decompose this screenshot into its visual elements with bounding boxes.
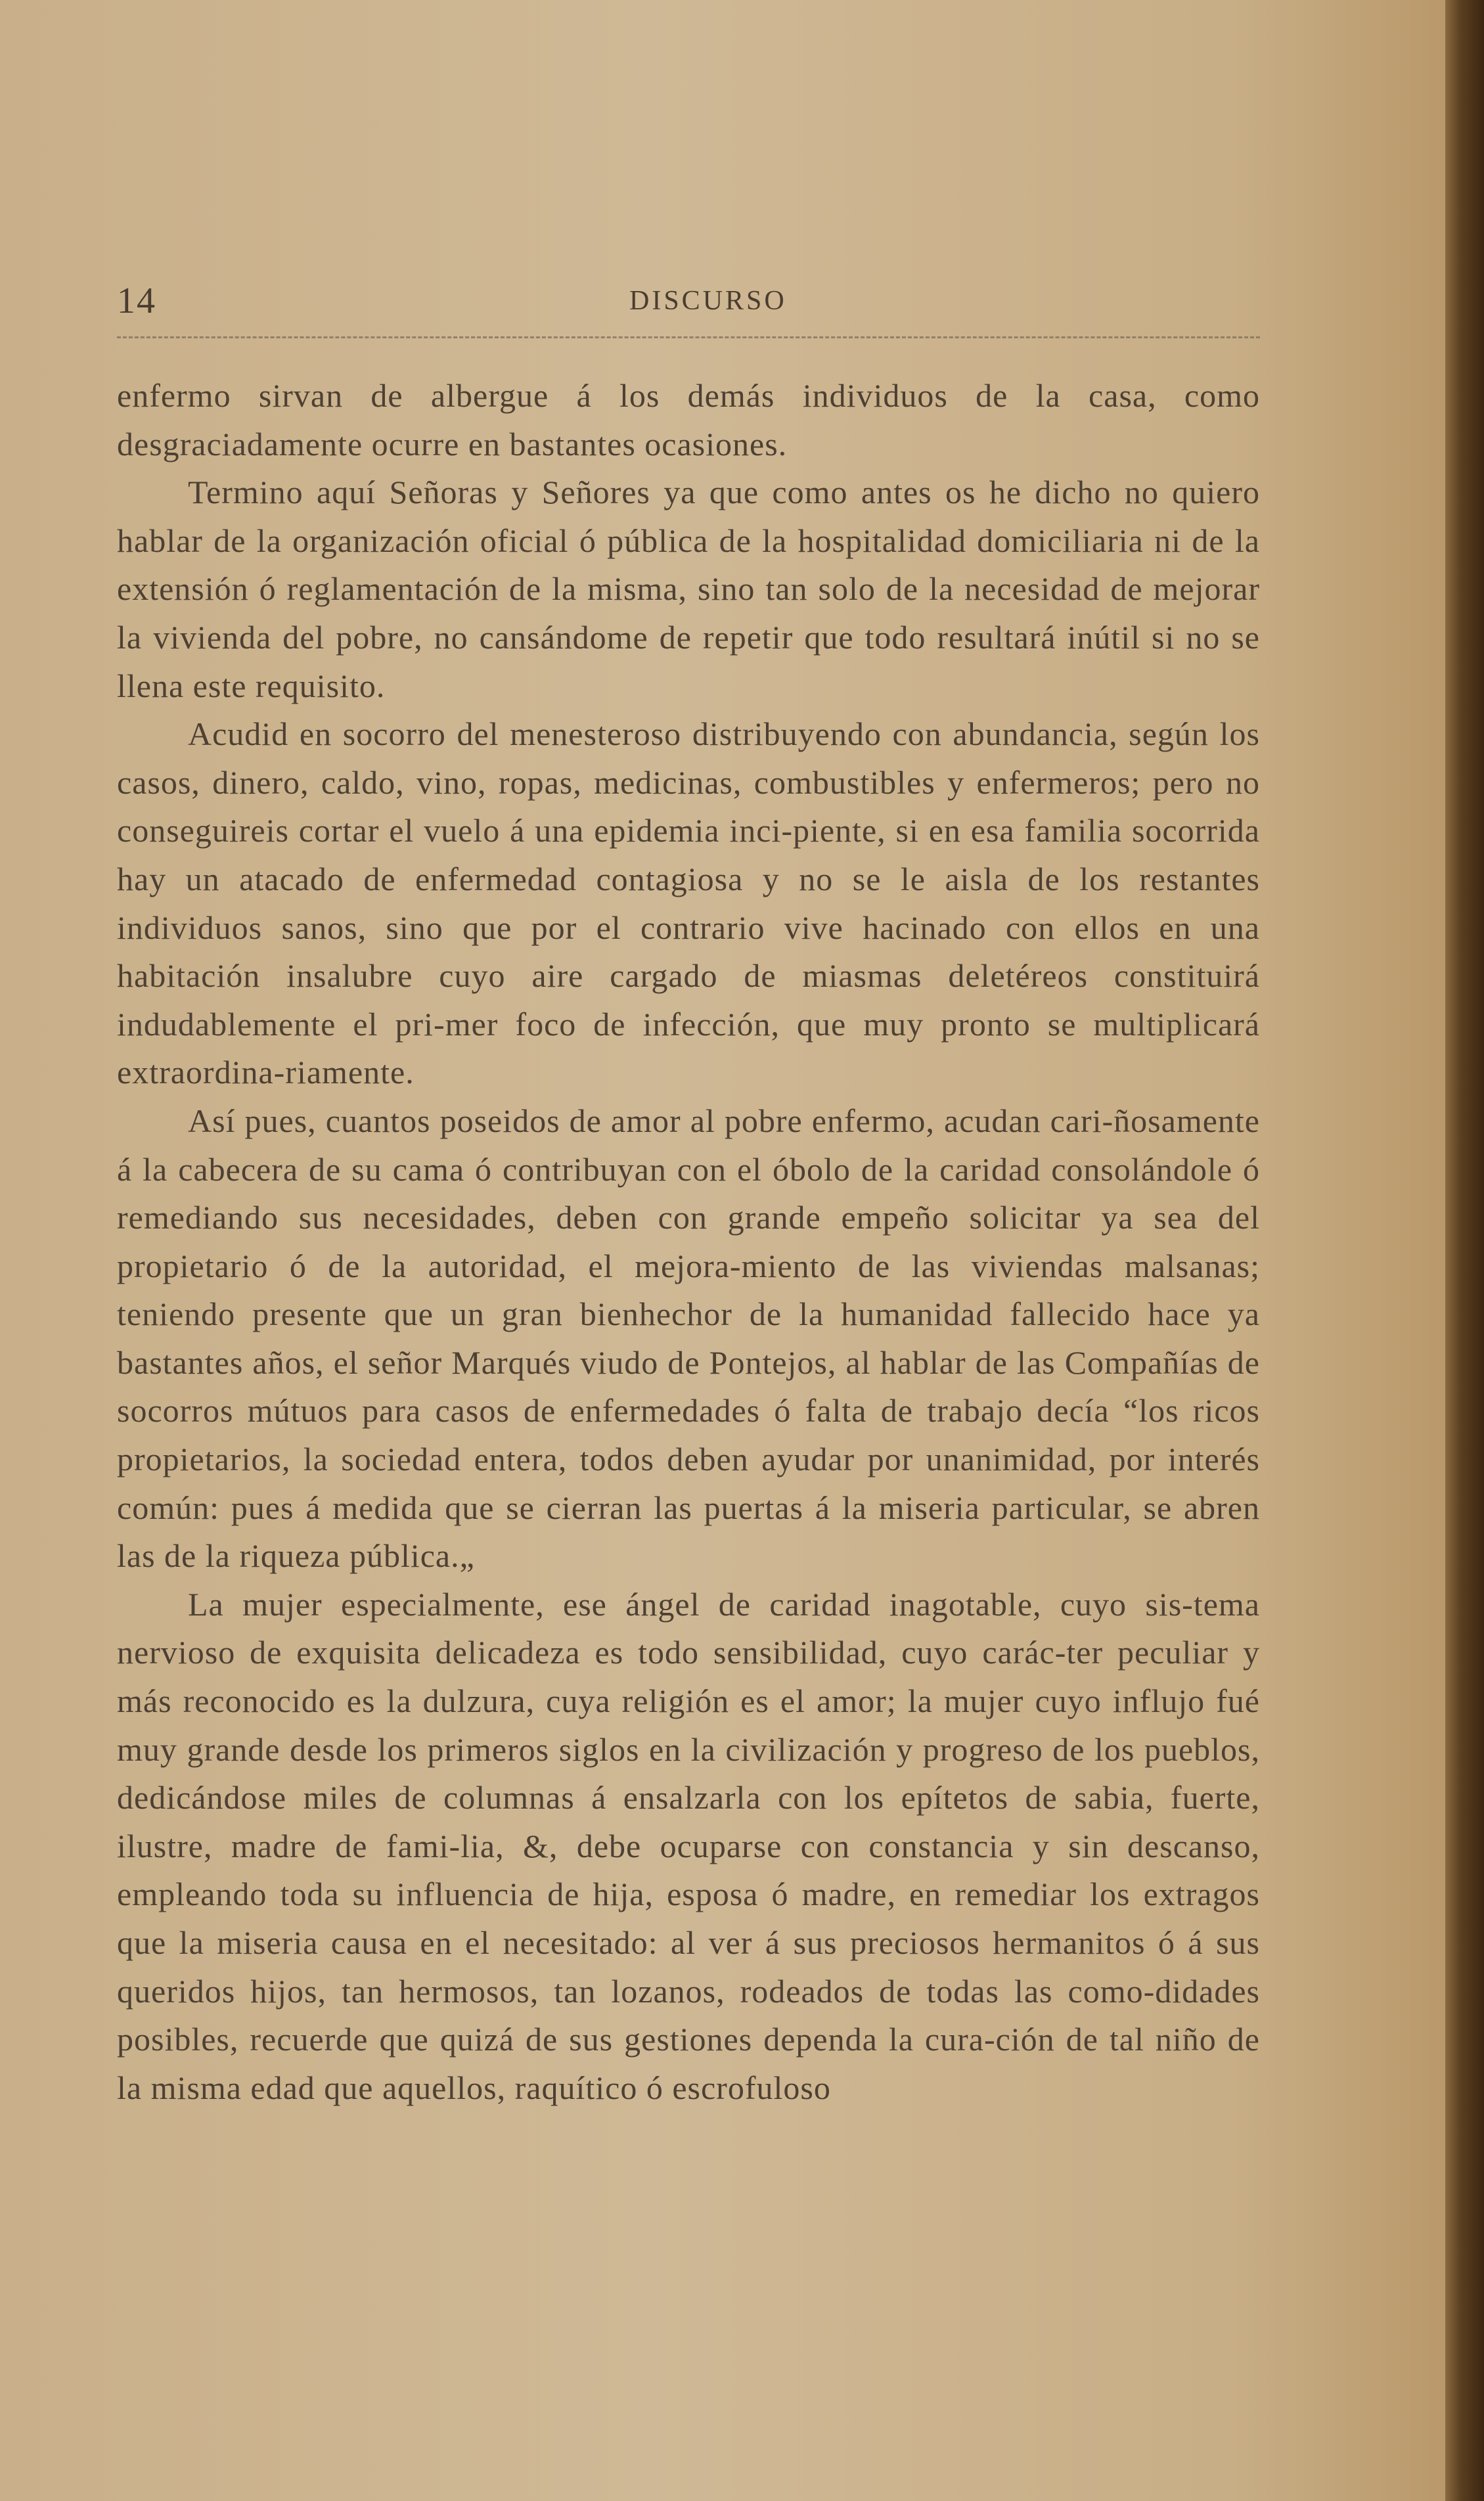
- page-number: 14: [117, 281, 156, 321]
- header-rule: [117, 336, 1260, 338]
- paragraph-3: Acudid en socorro del menesteroso distribuyendo con abundancia, según los casos, dinero, caldo, vino, ropas, medicinas, combustibles y enfermeros; pero no conseguireis cortar el vuelo á una epidemia inci-piente, si en esa familia socorrida hay un atacado de enfermedad contagiosa y no se le aisla de los restantes individuos sanos, sino que por el contrario vive hacinado con ellos en una habitación insalubre cuyo aire cargado de miasmas deletéreos constituirá indudablemente el pri-mer foco de infección, que muy pronto se multiplicará extraordina-riamente.: [117, 715, 1260, 1091]
- paragraph-2: Termino aquí Señoras y Señores ya que como antes os he dicho no quiero hablar de la organización oficial ó pública de la hospitalidad domiciliaria ni de la extensión ó reglamentación de la misma, sino tan solo de la necesidad de mejorar la vivienda del pobre, no cansándome de repetir que todo resultará inútil si no se llena este requisito.: [117, 474, 1260, 704]
- body-text: [117, 372, 1260, 2112]
- paragraph-4: Así pues, cuantos poseidos de amor al pobre enfermo, acudan cari-ñosamente á la cabecera de su cama ó contribuyan con el óbolo de la caridad consolándole ó remediando sus necesidades, deben con grande empeño solicitar ya sea del propietario ó de la autoridad, el mejora-miento de las viviendas malsanas; teniendo presente que un gran bienhechor de la humanidad fallecido hace ya bastantes años, el señor Marqués viudo de Pontejos, al hablar de las Compañías de socorros mútuos para casos de enfermedades ó falta de trabajo decía “los ricos propietarios, la sociedad entera, todos deben ayudar por unanimidad, por interés común: pues á medida que se cierran las puertas á la miseria particular, se abren las de la riqueza pública.„: [117, 1102, 1260, 1575]
- paragraph-5: La mujer especialmente, ese ángel de caridad inagotable, cuyo sis-tema nervioso de exquisita delicadeza es todo sensibilidad, cuyo carác-ter peculiar y más reconocido es la dulzura, cuya religión es el amor; la mujer cuyo influjo fué muy grande desde los primeros siglos en la civilización y progreso de los pueblos, dedicándose miles de columnas á ensalzarla con los epítetos de sabia, fuerte, ilustre, madre de fami-lia, &, debe ocuparse con constancia y sin descanso, empleando toda su influencia de hija, esposa ó madre, en remediar los extragos que la miseria causa en el necesitado: al ver á sus preciosos hermanitos ó á sus queridos hijos, tan hermosos, tan lozanos, rodeados de todas las como-didades posibles, recuerde que quizá de sus gestiones dependa la cura-ción de tal niño de la misma edad que aquellos, raquítico ó escrofuloso: [117, 1585, 1260, 2106]
- page-header: [117, 280, 1260, 332]
- paragraph-1: enfermo sirvan de albergue á los demás individuos de la casa, como desgraciadamente ocurre en bastantes ocasiones.: [117, 377, 1260, 462]
- book-spine: [1445, 0, 1484, 2501]
- running-head: DISCURSO: [629, 286, 787, 316]
